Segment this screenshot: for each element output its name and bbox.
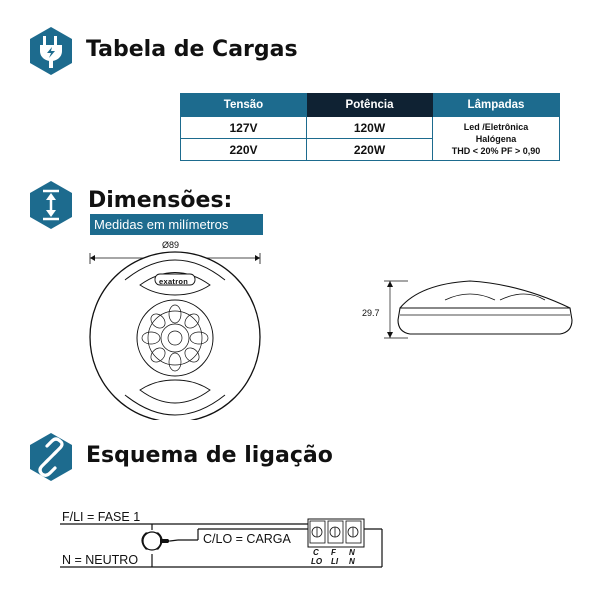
- terminal-lo-label: LO: [311, 557, 323, 566]
- brand-label: exatron: [159, 277, 189, 286]
- header-potencia: Potência: [307, 94, 433, 117]
- cell-potencia-1: 120W: [307, 117, 433, 139]
- height-label: 29.7: [362, 308, 380, 318]
- neutral-label: N = NEUTRO: [62, 553, 139, 567]
- cell-lampadas: [433, 117, 560, 161]
- terminal-li-label: LI: [331, 557, 339, 566]
- lamp-bulb-icon: [142, 532, 178, 550]
- load-label: C/LO = CARGA: [203, 532, 291, 546]
- units-subtitle: Medidas em milímetros: [90, 214, 263, 235]
- terminal-f-label: F: [331, 548, 336, 557]
- header-tensao: Tensão: [181, 94, 307, 117]
- terminal-block: [308, 519, 364, 547]
- lamp-note-2: Halógena: [475, 133, 517, 144]
- cell-tensao-2: 220V: [181, 139, 307, 161]
- loads-table: [180, 93, 560, 161]
- top-view-drawing: [80, 240, 280, 420]
- lamp-note-3: THD < 20% PF > 0,90: [451, 145, 541, 156]
- power-plug-icon: [26, 26, 76, 76]
- chain-link-icon: [26, 432, 76, 482]
- dimensions-section-title: Dimensões:: [88, 188, 233, 213]
- terminal-n2-label: N: [349, 557, 355, 566]
- loads-section-title: Tabela de Cargas: [86, 37, 298, 62]
- wiring-section-title: Esquema de ligação: [86, 443, 333, 468]
- diameter-label: Ø89: [162, 240, 180, 250]
- vertical-dimension-icon: [26, 180, 76, 230]
- cell-tensao-1: 127V: [181, 117, 307, 139]
- terminal-c-label: C: [313, 548, 319, 557]
- cell-potencia-2: 220W: [307, 139, 433, 161]
- lamp-note-1: Led /Eletrônica: [463, 121, 529, 132]
- side-view-drawing: [360, 270, 580, 350]
- terminal-n-label: N: [349, 548, 355, 557]
- header-lampadas: Lâmpadas: [433, 94, 560, 117]
- phase-label: F/LI = FASE 1: [62, 510, 141, 524]
